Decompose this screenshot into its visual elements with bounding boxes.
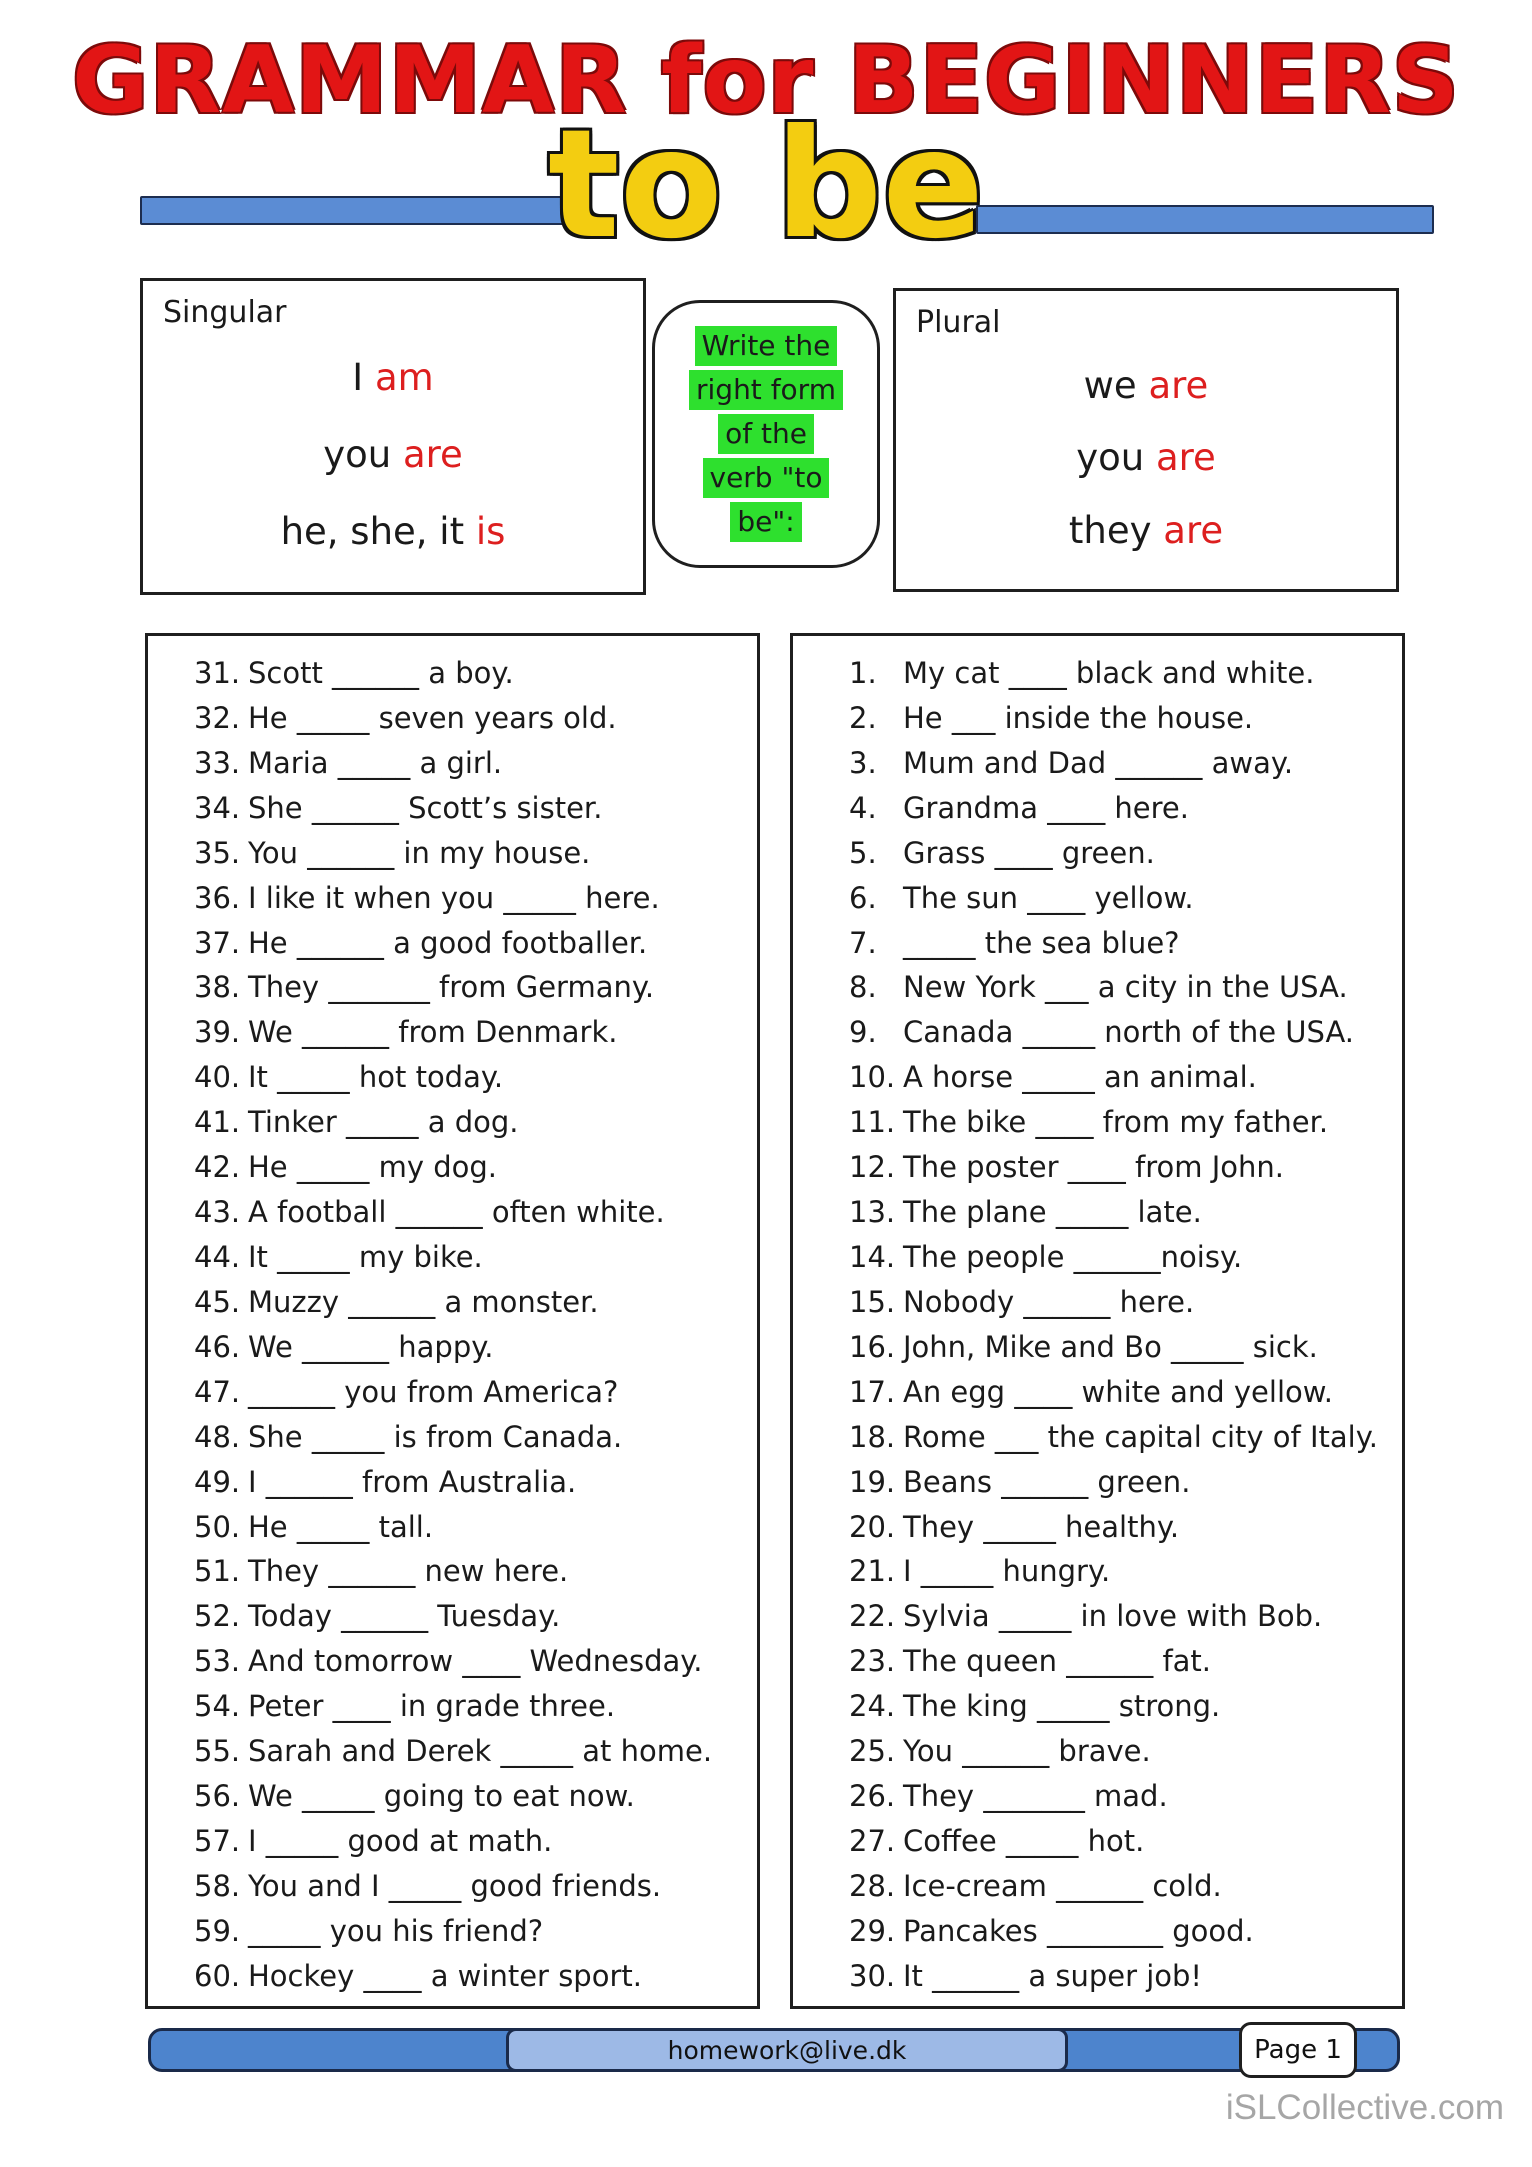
exercise-sentence: Today ______ Tuesday.	[248, 1599, 561, 1634]
exercise-sentence: You ______ brave.	[903, 1734, 1151, 1769]
exercise-item	[793, 1909, 1396, 1953]
exercise-item	[148, 1819, 751, 1863]
exercise-sentence: Muzzy ______ a monster.	[248, 1284, 599, 1319]
exercise-number: 32.	[194, 700, 241, 735]
exercise-number: 49.	[194, 1464, 241, 1499]
exercise-sentence: They ______ new here.	[248, 1554, 569, 1589]
exercise-item	[793, 1325, 1396, 1369]
pronoun-text: he, she, it	[280, 510, 476, 553]
exercise-item	[148, 965, 751, 1009]
exercise-sentence: The plane _____ late.	[903, 1195, 1202, 1230]
exercise-sentence: Hockey ____ a winter sport.	[248, 1958, 642, 1993]
exercise-number: 59.	[194, 1913, 241, 1948]
exercise-number: 53.	[194, 1644, 241, 1679]
exercise-item	[148, 696, 751, 740]
singular-conjugation-list	[143, 339, 643, 570]
exercise-sentence: Pancakes ________ good.	[903, 1913, 1254, 1948]
exercise-number: 34.	[194, 790, 241, 825]
exercise-number: 12.	[849, 1150, 896, 1185]
plural-label: Plural	[916, 305, 1001, 340]
exercise-number: 6.	[849, 880, 877, 915]
exercise-item	[148, 1325, 751, 1369]
exercise-sentence: I ______ from Australia.	[248, 1464, 577, 1499]
exercise-item	[793, 831, 1396, 875]
pronoun-text: I	[352, 356, 375, 399]
exercise-number: 31.	[194, 656, 241, 690]
exercise-number: 41.	[194, 1105, 241, 1140]
exercise-sentence: Peter ____ in grade three.	[248, 1689, 616, 1724]
exercise-sentence: Scott ______ a boy.	[248, 656, 514, 690]
exercise-item	[148, 1909, 751, 1953]
verb-text: is	[475, 510, 506, 553]
conjugation-row	[281, 510, 506, 553]
conjugation-row	[1069, 509, 1223, 552]
exercise-number: 35.	[194, 835, 241, 870]
exercise-number: 50.	[194, 1509, 241, 1544]
instruction-line: be":	[730, 502, 801, 542]
exercise-list-right	[793, 651, 1396, 1998]
exercise-sentence: John, Mike and Bo _____ sick.	[903, 1329, 1318, 1364]
exercise-number: 2.	[849, 700, 877, 735]
exercise-sentence: An egg ____ white and yellow.	[903, 1374, 1334, 1409]
exercise-item	[148, 1864, 751, 1908]
exercise-number: 52.	[194, 1599, 241, 1634]
exercise-item	[793, 1415, 1396, 1459]
conjugation-row	[352, 356, 433, 399]
worksheet-subtitle: to be	[547, 98, 985, 272]
exercise-item	[148, 1954, 751, 1998]
exercise-item	[793, 1145, 1396, 1189]
exercise-sentence: You and I _____ good friends.	[248, 1868, 662, 1903]
exercise-number: 16.	[849, 1329, 896, 1364]
exercise-item	[793, 1280, 1396, 1324]
exercise-item	[148, 741, 751, 785]
exercise-number: 46.	[194, 1329, 241, 1364]
footer-bar	[148, 2028, 1400, 2072]
exercise-number: 57.	[194, 1823, 241, 1858]
instruction-line: verb "to	[703, 458, 830, 498]
instruction-box	[652, 300, 880, 568]
footer-email: homework@live.dk	[506, 2028, 1068, 2072]
exercise-number: 29.	[849, 1913, 896, 1948]
exercise-sentence: It ______ a super job!	[903, 1958, 1203, 1993]
exercise-item	[793, 965, 1396, 1009]
exercise-item	[793, 921, 1396, 965]
plural-box	[893, 288, 1399, 592]
exercise-item	[148, 1190, 751, 1234]
exercise-sentence: He ___ inside the house.	[903, 700, 1254, 735]
exercise-item	[148, 1594, 751, 1638]
exercise-number: 23.	[849, 1644, 896, 1679]
exercise-number: 11.	[849, 1105, 896, 1140]
exercise-number: 20.	[849, 1509, 896, 1544]
exercise-item	[793, 1864, 1396, 1908]
exercise-number: 13.	[849, 1195, 896, 1230]
exercise-number: 25.	[849, 1734, 896, 1769]
exercise-number: 10.	[849, 1060, 896, 1095]
exercise-item	[793, 1100, 1396, 1144]
exercise-number: 8.	[849, 970, 877, 1005]
exercise-item	[793, 1190, 1396, 1234]
exercise-number: 48.	[194, 1419, 241, 1454]
exercise-item	[148, 1729, 751, 1773]
exercise-item	[793, 1505, 1396, 1549]
exercise-item	[148, 1415, 751, 1459]
plural-conjugation-list	[896, 349, 1396, 567]
exercise-number: 28.	[849, 1868, 896, 1903]
exercise-sentence: New York ___ a city in the USA.	[903, 970, 1348, 1005]
exercise-sentence: A horse _____ an animal.	[903, 1060, 1257, 1095]
exercise-number: 42.	[194, 1150, 241, 1185]
exercise-item	[793, 1594, 1396, 1638]
instruction-line: of the	[718, 414, 814, 454]
exercise-sentence: The sun ____ yellow.	[903, 880, 1194, 915]
exercise-sentence: And tomorrow ____ Wednesday.	[248, 1644, 703, 1679]
exercise-item	[148, 1100, 751, 1144]
exercise-sentence: The people ______noisy.	[903, 1239, 1243, 1274]
exercise-number: 30.	[849, 1958, 896, 1993]
exercise-item	[148, 1774, 751, 1818]
exercise-sentence: Rome ___ the capital city of Italy.	[903, 1419, 1378, 1454]
exercise-item	[148, 1055, 751, 1099]
exercise-number: 19.	[849, 1464, 896, 1499]
exercise-item	[148, 921, 751, 965]
exercise-sentence: Sylvia _____ in love with Bob.	[903, 1599, 1323, 1634]
instruction-line: right form	[689, 370, 843, 410]
exercise-sentence: I like it when you _____ here.	[248, 880, 660, 915]
exercise-sentence: _____ you his friend?	[248, 1913, 544, 1948]
exercise-number: 55.	[194, 1734, 241, 1769]
exercise-item	[148, 1549, 751, 1593]
verb-text: am	[374, 356, 434, 399]
singular-box	[140, 278, 646, 595]
exercise-number: 51.	[194, 1554, 241, 1589]
exercise-number: 4.	[849, 790, 877, 825]
exercise-sentence: Coffee _____ hot.	[903, 1823, 1145, 1858]
exercise-item	[793, 741, 1396, 785]
exercise-item	[148, 1280, 751, 1324]
exercise-sentence: Tinker _____ a dog.	[248, 1105, 519, 1140]
exercise-item	[793, 651, 1396, 695]
exercise-number: 33.	[194, 745, 241, 780]
exercise-number: 3.	[849, 745, 877, 780]
exercise-item	[148, 1145, 751, 1189]
exercise-number: 9.	[849, 1015, 877, 1050]
exercise-item	[148, 1639, 751, 1683]
singular-label: Singular	[163, 295, 287, 330]
exercise-sentence: He _____ seven years old.	[248, 700, 617, 735]
exercise-item	[793, 1639, 1396, 1683]
exercise-number: 39.	[194, 1015, 241, 1050]
exercise-number: 18.	[849, 1419, 896, 1454]
exercise-item	[148, 651, 751, 695]
exercise-item	[148, 1370, 751, 1414]
exercise-item	[148, 786, 751, 830]
pronoun-text: they	[1068, 509, 1164, 553]
exercise-item	[148, 1505, 751, 1549]
exercise-sentence: You ______ in my house.	[248, 835, 591, 870]
exercise-sentence: A football ______ often white.	[248, 1195, 665, 1230]
exercise-sentence: They _____ healthy.	[903, 1509, 1180, 1544]
exercise-sentence: Nobody ______ here.	[903, 1284, 1195, 1319]
exercise-number: 58.	[194, 1868, 241, 1903]
exercise-sentence: My cat ____ black and white.	[903, 656, 1315, 690]
exercise-number: 36.	[194, 880, 241, 915]
exercise-item	[793, 1819, 1396, 1863]
exercise-number: 44.	[194, 1239, 241, 1274]
exercise-item	[148, 1010, 751, 1054]
exercise-number: 60.	[194, 1958, 241, 1993]
exercise-item	[793, 1055, 1396, 1099]
exercise-sentence: Grandma ____ here.	[903, 790, 1189, 825]
verb-text: are	[1155, 436, 1216, 480]
exercise-sentence: Beans ______ green.	[903, 1464, 1191, 1499]
exercise-number: 22.	[849, 1599, 896, 1634]
exercise-sentence: They _______ mad.	[903, 1779, 1168, 1814]
exercise-item	[793, 1235, 1396, 1279]
exercise-item	[793, 1010, 1396, 1054]
exercise-item	[793, 1954, 1396, 1998]
exercise-item	[148, 1684, 751, 1728]
exercise-number: 38.	[194, 970, 241, 1005]
exercise-box-right	[790, 633, 1405, 2009]
exercise-sentence: _____ the sea blue?	[903, 925, 1180, 960]
exercise-number: 40.	[194, 1060, 241, 1095]
exercise-sentence: I _____ hungry.	[903, 1554, 1111, 1589]
exercise-item	[148, 876, 751, 920]
verb-text: are	[402, 433, 463, 476]
exercise-sentence: Mum and Dad ______ away.	[903, 745, 1294, 780]
exercise-sentence: He ______ a good footballer.	[248, 925, 648, 960]
exercise-sentence: ______ you from America?	[248, 1374, 619, 1409]
exercise-item	[793, 1460, 1396, 1504]
exercise-number: 45.	[194, 1284, 241, 1319]
exercise-item	[148, 831, 751, 875]
verb-text: are	[1163, 509, 1224, 553]
exercise-sentence: The king _____ strong.	[903, 1689, 1221, 1724]
exercise-box-left	[145, 633, 760, 2009]
conjugation-row	[1084, 364, 1209, 407]
exercise-sentence: He _____ my dog.	[248, 1150, 497, 1185]
exercise-sentence: Grass ____ green.	[903, 835, 1155, 870]
exercise-number: 47.	[194, 1374, 241, 1409]
exercise-number: 14.	[849, 1239, 896, 1274]
exercise-item	[793, 1549, 1396, 1593]
exercise-number: 26.	[849, 1779, 896, 1814]
exercise-number: 17.	[849, 1374, 896, 1409]
exercise-item	[793, 1729, 1396, 1773]
exercise-number: 37.	[194, 925, 241, 960]
exercise-sentence: The poster ____ from John.	[903, 1150, 1284, 1185]
exercise-number: 5.	[849, 835, 877, 870]
exercise-sentence: It _____ my bike.	[248, 1239, 483, 1274]
islcollective-watermark: iSLCollective.com	[1225, 2088, 1504, 2127]
exercise-number: 56.	[194, 1779, 241, 1814]
pronoun-text: we	[1083, 363, 1149, 407]
pronoun-text: you	[323, 433, 403, 476]
exercise-number: 1.	[849, 656, 877, 690]
exercise-item	[793, 876, 1396, 920]
exercise-item	[793, 1774, 1396, 1818]
exercise-number: 7.	[849, 925, 877, 960]
exercise-item	[793, 786, 1396, 830]
exercise-number: 43.	[194, 1195, 241, 1230]
worksheet-title: GRAMMAR for BEGINNERS	[72, 26, 1460, 134]
exercise-number: 21.	[849, 1554, 896, 1589]
exercise-sentence: It _____ hot today.	[248, 1060, 504, 1095]
exercise-sentence: Maria _____ a girl.	[248, 745, 503, 780]
exercise-item	[793, 1370, 1396, 1414]
exercise-sentence: She _____ is from Canada.	[248, 1419, 623, 1454]
exercise-sentence: Sarah and Derek _____ at home.	[248, 1734, 713, 1769]
verb-text: are	[1148, 363, 1209, 407]
exercise-sentence: Canada _____ north of the USA.	[903, 1015, 1355, 1050]
exercise-sentence: She ______ Scott’s sister.	[248, 790, 603, 825]
exercise-sentence: We ______ happy.	[248, 1329, 494, 1364]
exercise-item	[793, 1684, 1396, 1728]
exercise-number: 24.	[849, 1689, 896, 1724]
exercise-list-left	[148, 651, 751, 1998]
exercise-item	[148, 1460, 751, 1504]
exercise-item	[148, 1235, 751, 1279]
exercise-sentence: Ice-cream ______ cold.	[903, 1868, 1222, 1903]
exercise-sentence: I _____ good at math.	[248, 1823, 553, 1858]
instruction-line: Write the	[695, 326, 838, 366]
pronoun-text: you	[1076, 436, 1156, 480]
exercise-sentence: The bike ____ from my father.	[903, 1105, 1329, 1140]
conjugation-row	[1076, 436, 1216, 479]
page-number-box: Page 1	[1239, 2022, 1357, 2078]
conjugation-row	[323, 433, 463, 476]
exercise-number: 27.	[849, 1823, 896, 1858]
exercise-number: 15.	[849, 1284, 896, 1319]
exercise-sentence: We ______ from Denmark.	[248, 1015, 618, 1050]
exercise-sentence: We _____ going to eat now.	[248, 1779, 635, 1814]
exercise-sentence: The queen ______ fat.	[903, 1644, 1212, 1679]
exercise-sentence: He _____ tall.	[248, 1509, 434, 1544]
exercise-item	[793, 696, 1396, 740]
exercise-number: 54.	[194, 1689, 241, 1724]
exercise-sentence: They _______ from Germany.	[248, 970, 655, 1005]
